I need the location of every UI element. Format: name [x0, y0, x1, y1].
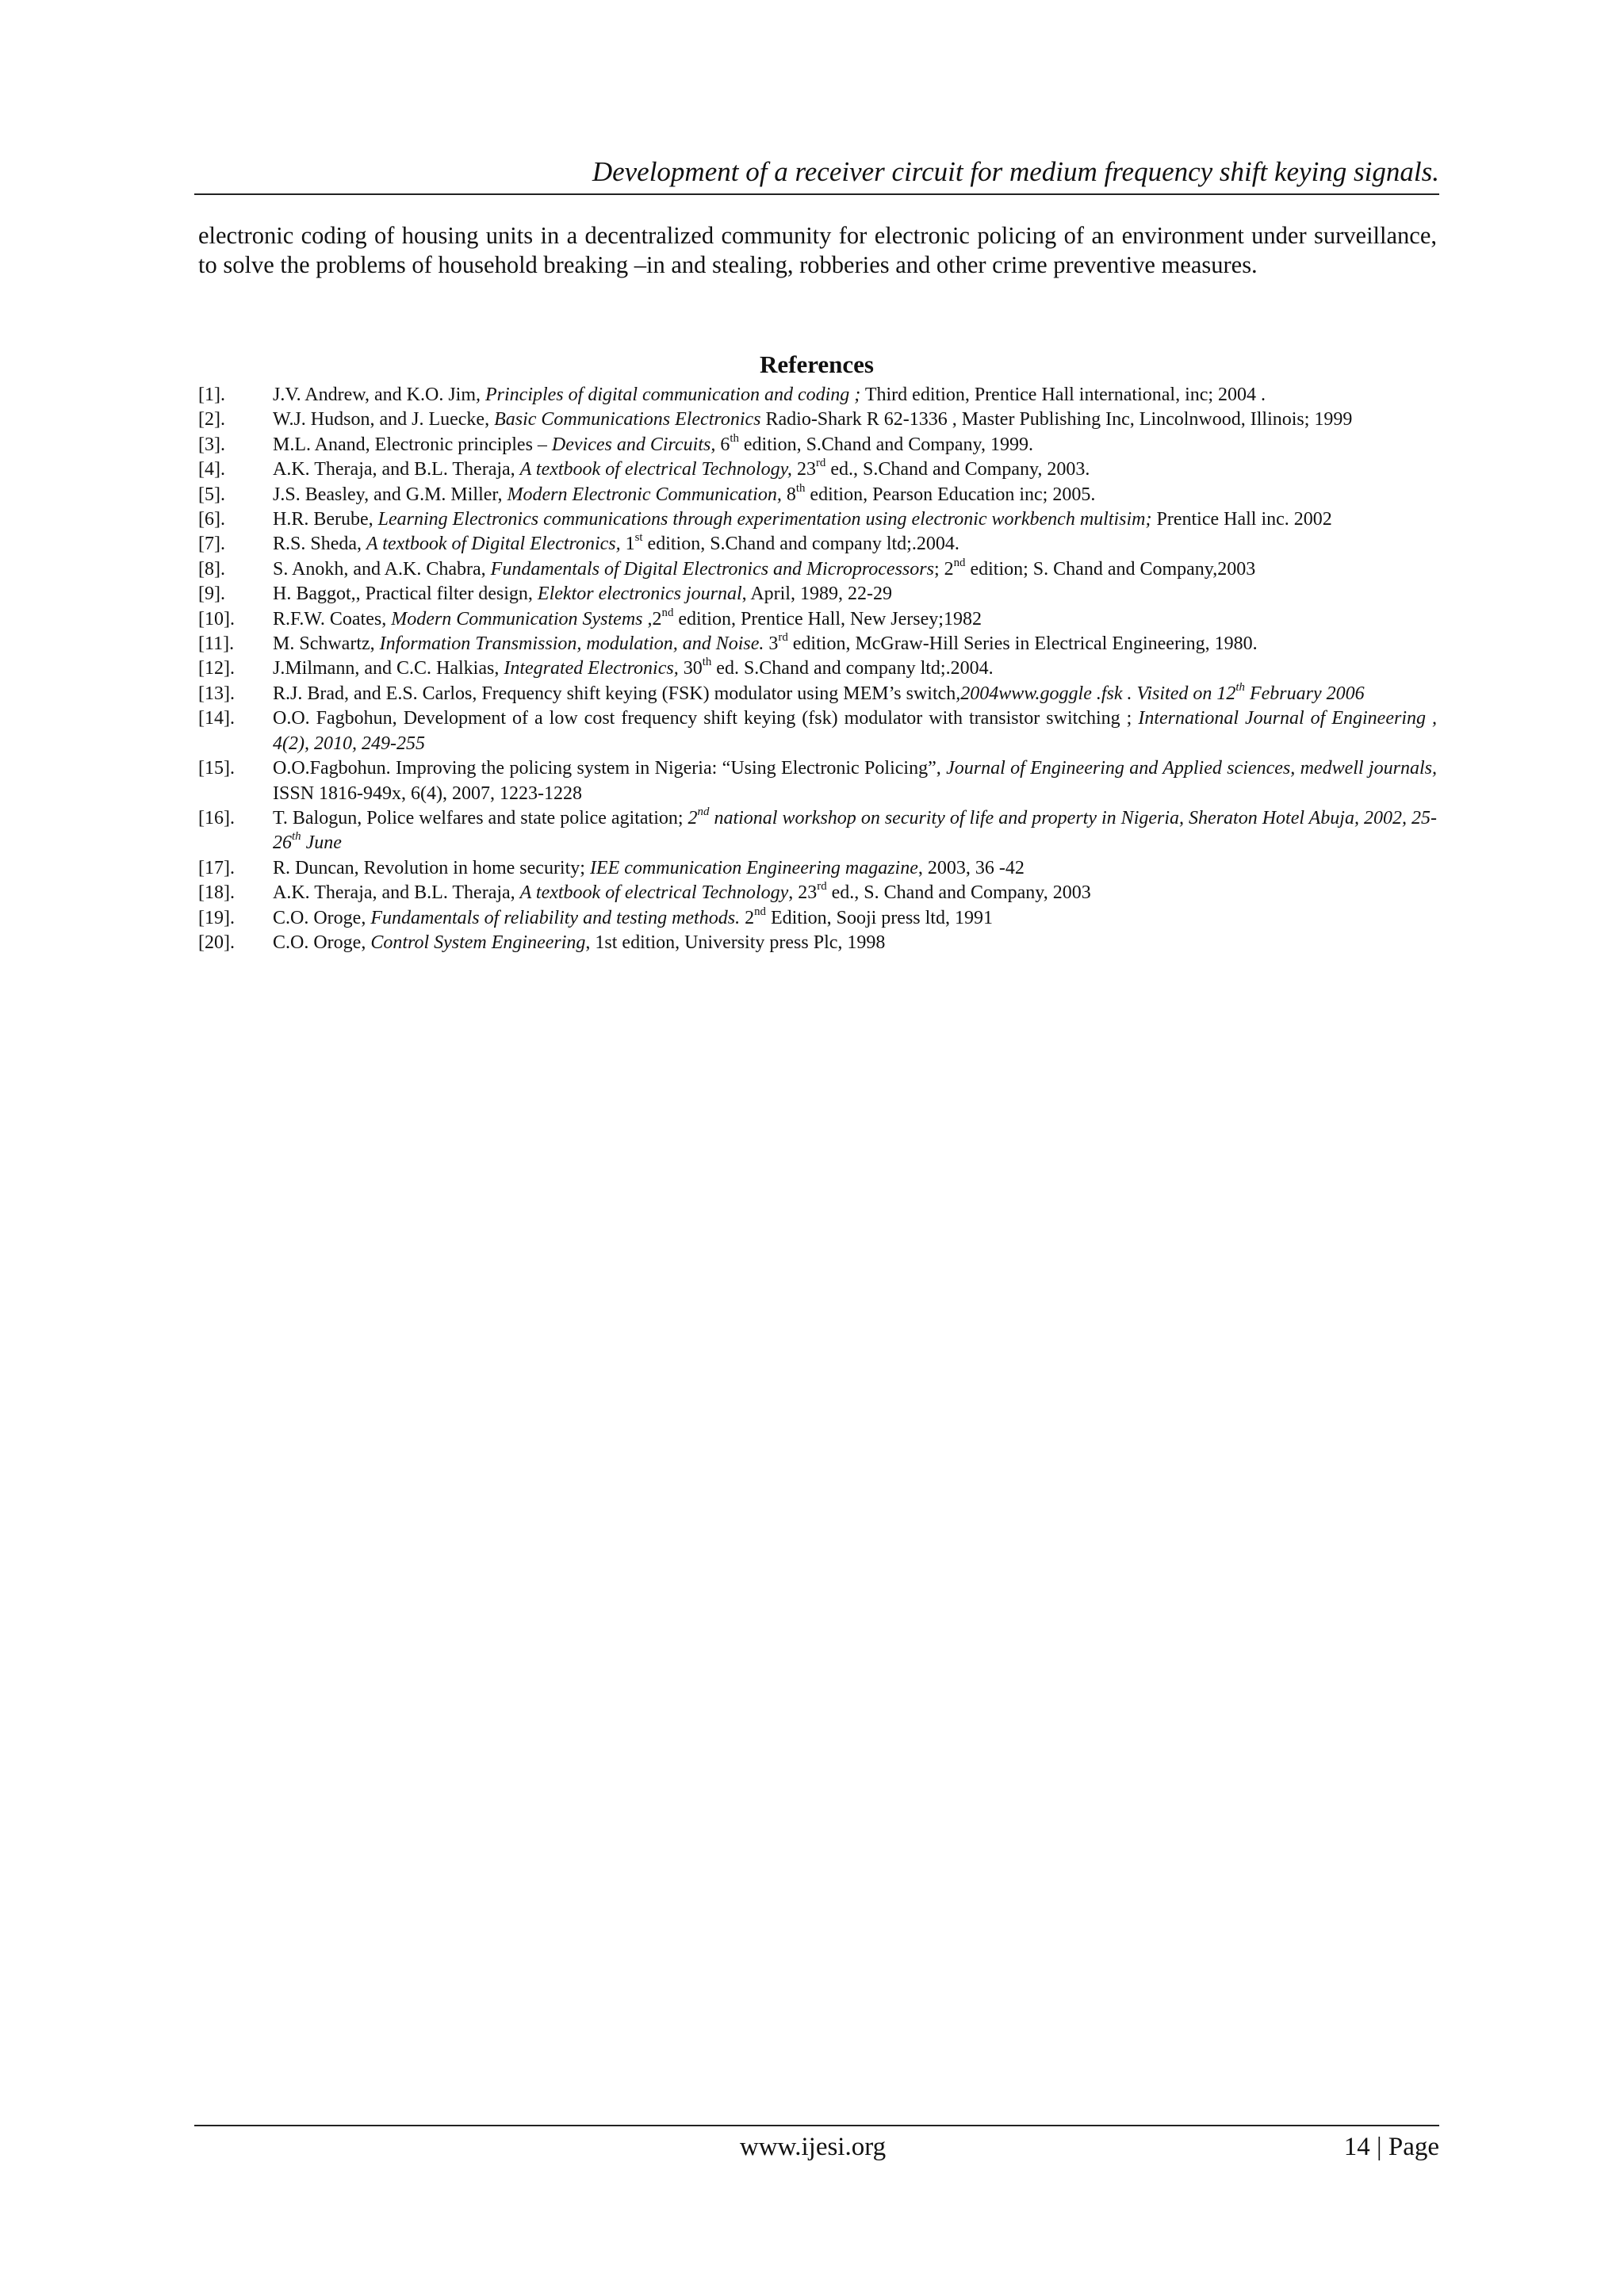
reference-number: [16]. [198, 807, 235, 828]
reference-text-part: 3 [764, 633, 779, 655]
reference-text [273, 806, 1437, 856]
reference-item [198, 383, 1437, 408]
reference-text-part: 23 [796, 459, 816, 480]
reference-text-part: , 1st edition, University press Plc, 1998 [585, 932, 886, 953]
reference-text-part: A textbook of electrical Technology, [519, 459, 797, 480]
reference-item [198, 557, 1437, 582]
reference-text-part: A textbook of Digital Electronics, [366, 534, 626, 555]
reference-number: [19]. [198, 907, 235, 928]
reference-text-part: M. Schwartz, [273, 633, 380, 655]
reference-item [198, 906, 1437, 931]
reference-item [198, 656, 1437, 681]
reference-text-part: 6 [720, 434, 730, 455]
reference-item [198, 706, 1437, 756]
reference-text-part: O.O.Fagbohun. Improving the policing system in Nigeria: “Using Electronic Policing”, [273, 758, 947, 779]
reference-text-part: 8 [786, 484, 796, 505]
reference-text-part: R.F.W. Coates, [273, 608, 392, 629]
reference-number: [15]. [198, 758, 235, 779]
reference-number: [4]. [198, 459, 225, 480]
reference-text-part: T. Balogun, Police welfares and state police agitation; [273, 807, 688, 828]
reference-item [198, 532, 1437, 557]
reference-text-part: International Journal of Engineering , 4(2), 2010, 249-255 [273, 708, 1437, 754]
reference-text-part: nd [697, 805, 710, 818]
reference-text [273, 383, 1437, 408]
reference-number: [3]. [198, 434, 225, 455]
reference-number: [8]. [198, 558, 225, 580]
reference-text-part: ed., S. Chand and Company, 2003 [826, 882, 1091, 904]
reference-text-part: Modern Communication Systems [391, 608, 648, 629]
reference-item [198, 806, 1437, 856]
reference-number: [17]. [198, 857, 235, 878]
reference-text-part: J.V. Andrew, and K.O. Jim [273, 385, 476, 405]
reference-text-part: edition; S. Chand and Company,2003 [965, 558, 1256, 580]
reference-item [198, 881, 1437, 905]
reference-text-part: ed., S.Chand and Company, 2003. [825, 459, 1090, 480]
reference-text [273, 856, 1437, 881]
reference-text-part: nd [953, 556, 966, 569]
reference-item [198, 457, 1437, 482]
reference-number: [10]. [198, 608, 235, 629]
reference-text [273, 408, 1437, 432]
reference-text-part: Information Transmission, modulation, and Noise. [379, 633, 764, 655]
reference-text-part: nd [661, 606, 674, 619]
reference-text-part: A.K. Theraja, and B.L. Theraja, [273, 459, 520, 480]
reference-text-part: Radio-Shark R 62-1336 , Master Publishing Inc, Lincolnwood, Illinois; 1999 [760, 409, 1353, 430]
reference-text [273, 507, 1437, 532]
reference-text [273, 656, 1437, 681]
reference-text-part: C.O. Oroge, [273, 907, 371, 928]
reference-item [198, 483, 1437, 507]
reference-number: [18]. [198, 882, 235, 904]
reference-text-part: ed. S.Chand and company ltd;.2004. [711, 658, 994, 679]
reference-item [198, 408, 1437, 432]
reference-text [273, 881, 1437, 905]
reference-number: [5]. [198, 484, 225, 505]
reference-text-part: 1 [625, 534, 635, 555]
reference-text-part: June [301, 832, 342, 854]
reference-text [273, 706, 1437, 756]
references-list [198, 383, 1437, 955]
reference-text [273, 582, 1437, 607]
reference-text-part: th [702, 656, 712, 669]
reference-number: [2]. [198, 409, 225, 430]
reference-text [273, 682, 1437, 706]
footer-rule [194, 2125, 1439, 2126]
reference-text-part: Control System Engineering [370, 932, 586, 953]
body-paragraph: electronic coding of housing units in a decentralized community for electronic policing of an environment under surveillance, to solve the problems of household breaking –in and stealing, robberies and other crime preventive measures. [198, 222, 1437, 278]
reference-text-part: Basic Communications Electronics [494, 409, 761, 430]
reference-item [198, 931, 1437, 955]
reference-item [198, 682, 1437, 706]
reference-text-part: Learning Electronics communications through experimentation using electronic workbench multisim; [377, 509, 1152, 530]
reference-text-part: H. Baggot,, Practical filter design, [273, 584, 538, 605]
reference-text-part: Third edition, Prentice Hall international, inc; 2004 . [860, 385, 1266, 405]
reference-text-part: Fundamentals of Digital Electronics and Microprocessors [490, 558, 934, 580]
running-header: Development of a receiver circuit for medium frequency shift keying signals. [592, 156, 1439, 187]
reference-text-part: Prentice Hall inc. 2002 [1151, 509, 1332, 530]
reference-text-part: Modern Electronic Communication, [507, 484, 787, 505]
reference-text-part: edition, McGraw-Hill Series in Electrical Engineering, 1980. [787, 633, 1258, 655]
reference-item [198, 856, 1437, 881]
reference-text-part: , 2003, 36 -42 [917, 857, 1025, 878]
reference-text-part: edition, Pearson Education inc; 2005. [805, 484, 1096, 505]
reference-text-part: Edition, Sooji press ltd, 1991 [765, 907, 993, 928]
reference-text [273, 931, 1437, 955]
reference-text-part: ,2004www.goggle .fsk . Visited on 12 [956, 683, 1236, 704]
reference-item [198, 607, 1437, 632]
reference-text-part: J.Milmann, and C.C. Halkias, [273, 658, 504, 679]
reference-number: [6]. [198, 509, 225, 530]
reference-text-part: R.J. Brad, and E.S. Carlos, Frequency shift keying (FSK) modulator using MEM’s switch [273, 683, 956, 704]
reference-text-part: R.S. Sheda, [273, 534, 367, 555]
reference-text [273, 457, 1437, 482]
reference-number: [14]. [198, 708, 235, 729]
reference-text-part: Journal of Engineering and Applied sciences, medwell journals, [946, 758, 1437, 779]
reference-text [273, 756, 1437, 806]
reference-text-part: th [795, 481, 806, 495]
reference-text-part: Integrated Electronics, [504, 658, 684, 679]
reference-text-part: th [292, 830, 301, 844]
reference-text-part: 2 [740, 907, 755, 928]
reference-text [273, 906, 1437, 931]
reference-text-part: edition, Prentice Hall, New Jersey;1982 [673, 608, 982, 629]
reference-text-part: ISSN 1816-949x, 6(4), 2007, 1223-1228 [273, 783, 582, 804]
footer-url[interactable]: www.ijesi.org [739, 2133, 887, 2161]
reference-text-part: February 2006 [1244, 683, 1365, 704]
reference-text-part: th [1235, 680, 1245, 694]
reference-text-part: 30 [683, 658, 703, 679]
reference-text-part: Fundamentals of reliability and testing methods. [370, 907, 741, 928]
reference-text-part: Elektor electronics journal [537, 584, 742, 605]
reference-text-part: H.R. Berube, [273, 509, 378, 530]
reference-text-part: edition, S.Chand and Company, 1999. [738, 434, 1033, 455]
reference-text-part: O.O. Fagbohun, Development of a low cost frequency shift keying (fsk) modulator with transistor switching ; [273, 708, 1139, 729]
page-number: 14 | Page [1343, 2133, 1439, 2161]
reference-item [198, 582, 1437, 607]
reference-item [198, 756, 1437, 806]
reference-text-part: J.S. Beasley, and G.M. Miller, [273, 484, 508, 505]
reference-number: [12]. [198, 658, 235, 679]
reference-number: [9]. [198, 584, 225, 605]
reference-text-part: th [730, 431, 739, 445]
reference-text-part: C.O. Oroge, [273, 932, 371, 953]
reference-text-part: 2 [688, 807, 698, 828]
reference-text-part: rd [778, 630, 788, 644]
reference-text-part: , April, 1989, 22-29 [741, 584, 892, 605]
reference-text-part: Devices and Circuits, [551, 434, 721, 455]
reference-text-part: nd [754, 905, 766, 918]
reference-text [273, 557, 1437, 582]
reference-number: [20]. [198, 932, 235, 953]
references-heading: References [759, 350, 874, 378]
reference-text-part: ,2 [647, 608, 662, 629]
reference-text-part: R. Duncan, Revolution in home security; [273, 857, 590, 878]
reference-item [198, 433, 1437, 457]
reference-text-part: ; 2 [933, 558, 954, 580]
reference-text-part: M.L. Anand, Electronic principles – [273, 434, 552, 455]
reference-number: [7]. [198, 534, 225, 555]
reference-text-part: national workshop on security of life and property in Nigeria, Sheraton Hotel Abuja, 2002, 25-26 [273, 807, 1437, 854]
reference-number: [11]. [198, 633, 235, 655]
reference-text [273, 433, 1437, 457]
header-rule [194, 193, 1439, 195]
reference-text-part: , 23 [788, 882, 818, 904]
reference-text-part: A.K. Theraja, and B.L. Theraja, [273, 882, 520, 904]
reference-text [273, 483, 1437, 507]
reference-number: [13]. [198, 683, 235, 704]
reference-text [273, 607, 1437, 632]
reference-text [273, 532, 1437, 557]
reference-text-part: IEE communication Engineering magazine [589, 857, 918, 878]
reference-text-part: S. Anokh, and A.K. Chabra, [273, 558, 491, 580]
reference-text-part: edition, S.Chand and company ltd;.2004. [642, 534, 959, 555]
reference-text-part: rd [815, 457, 826, 470]
reference-number: [1]. [198, 385, 225, 405]
reference-text-part: W.J. Hudson, and J. Luecke, [273, 409, 495, 430]
reference-text-part: , Principles of digital communication and coding ; [476, 385, 861, 405]
reference-item [198, 632, 1437, 656]
reference-text-part: rd [817, 879, 827, 893]
reference-text [273, 632, 1437, 656]
reference-text-part: st [634, 531, 643, 545]
reference-item [198, 507, 1437, 532]
reference-text-part: A textbook of electrical Technology [519, 882, 789, 904]
